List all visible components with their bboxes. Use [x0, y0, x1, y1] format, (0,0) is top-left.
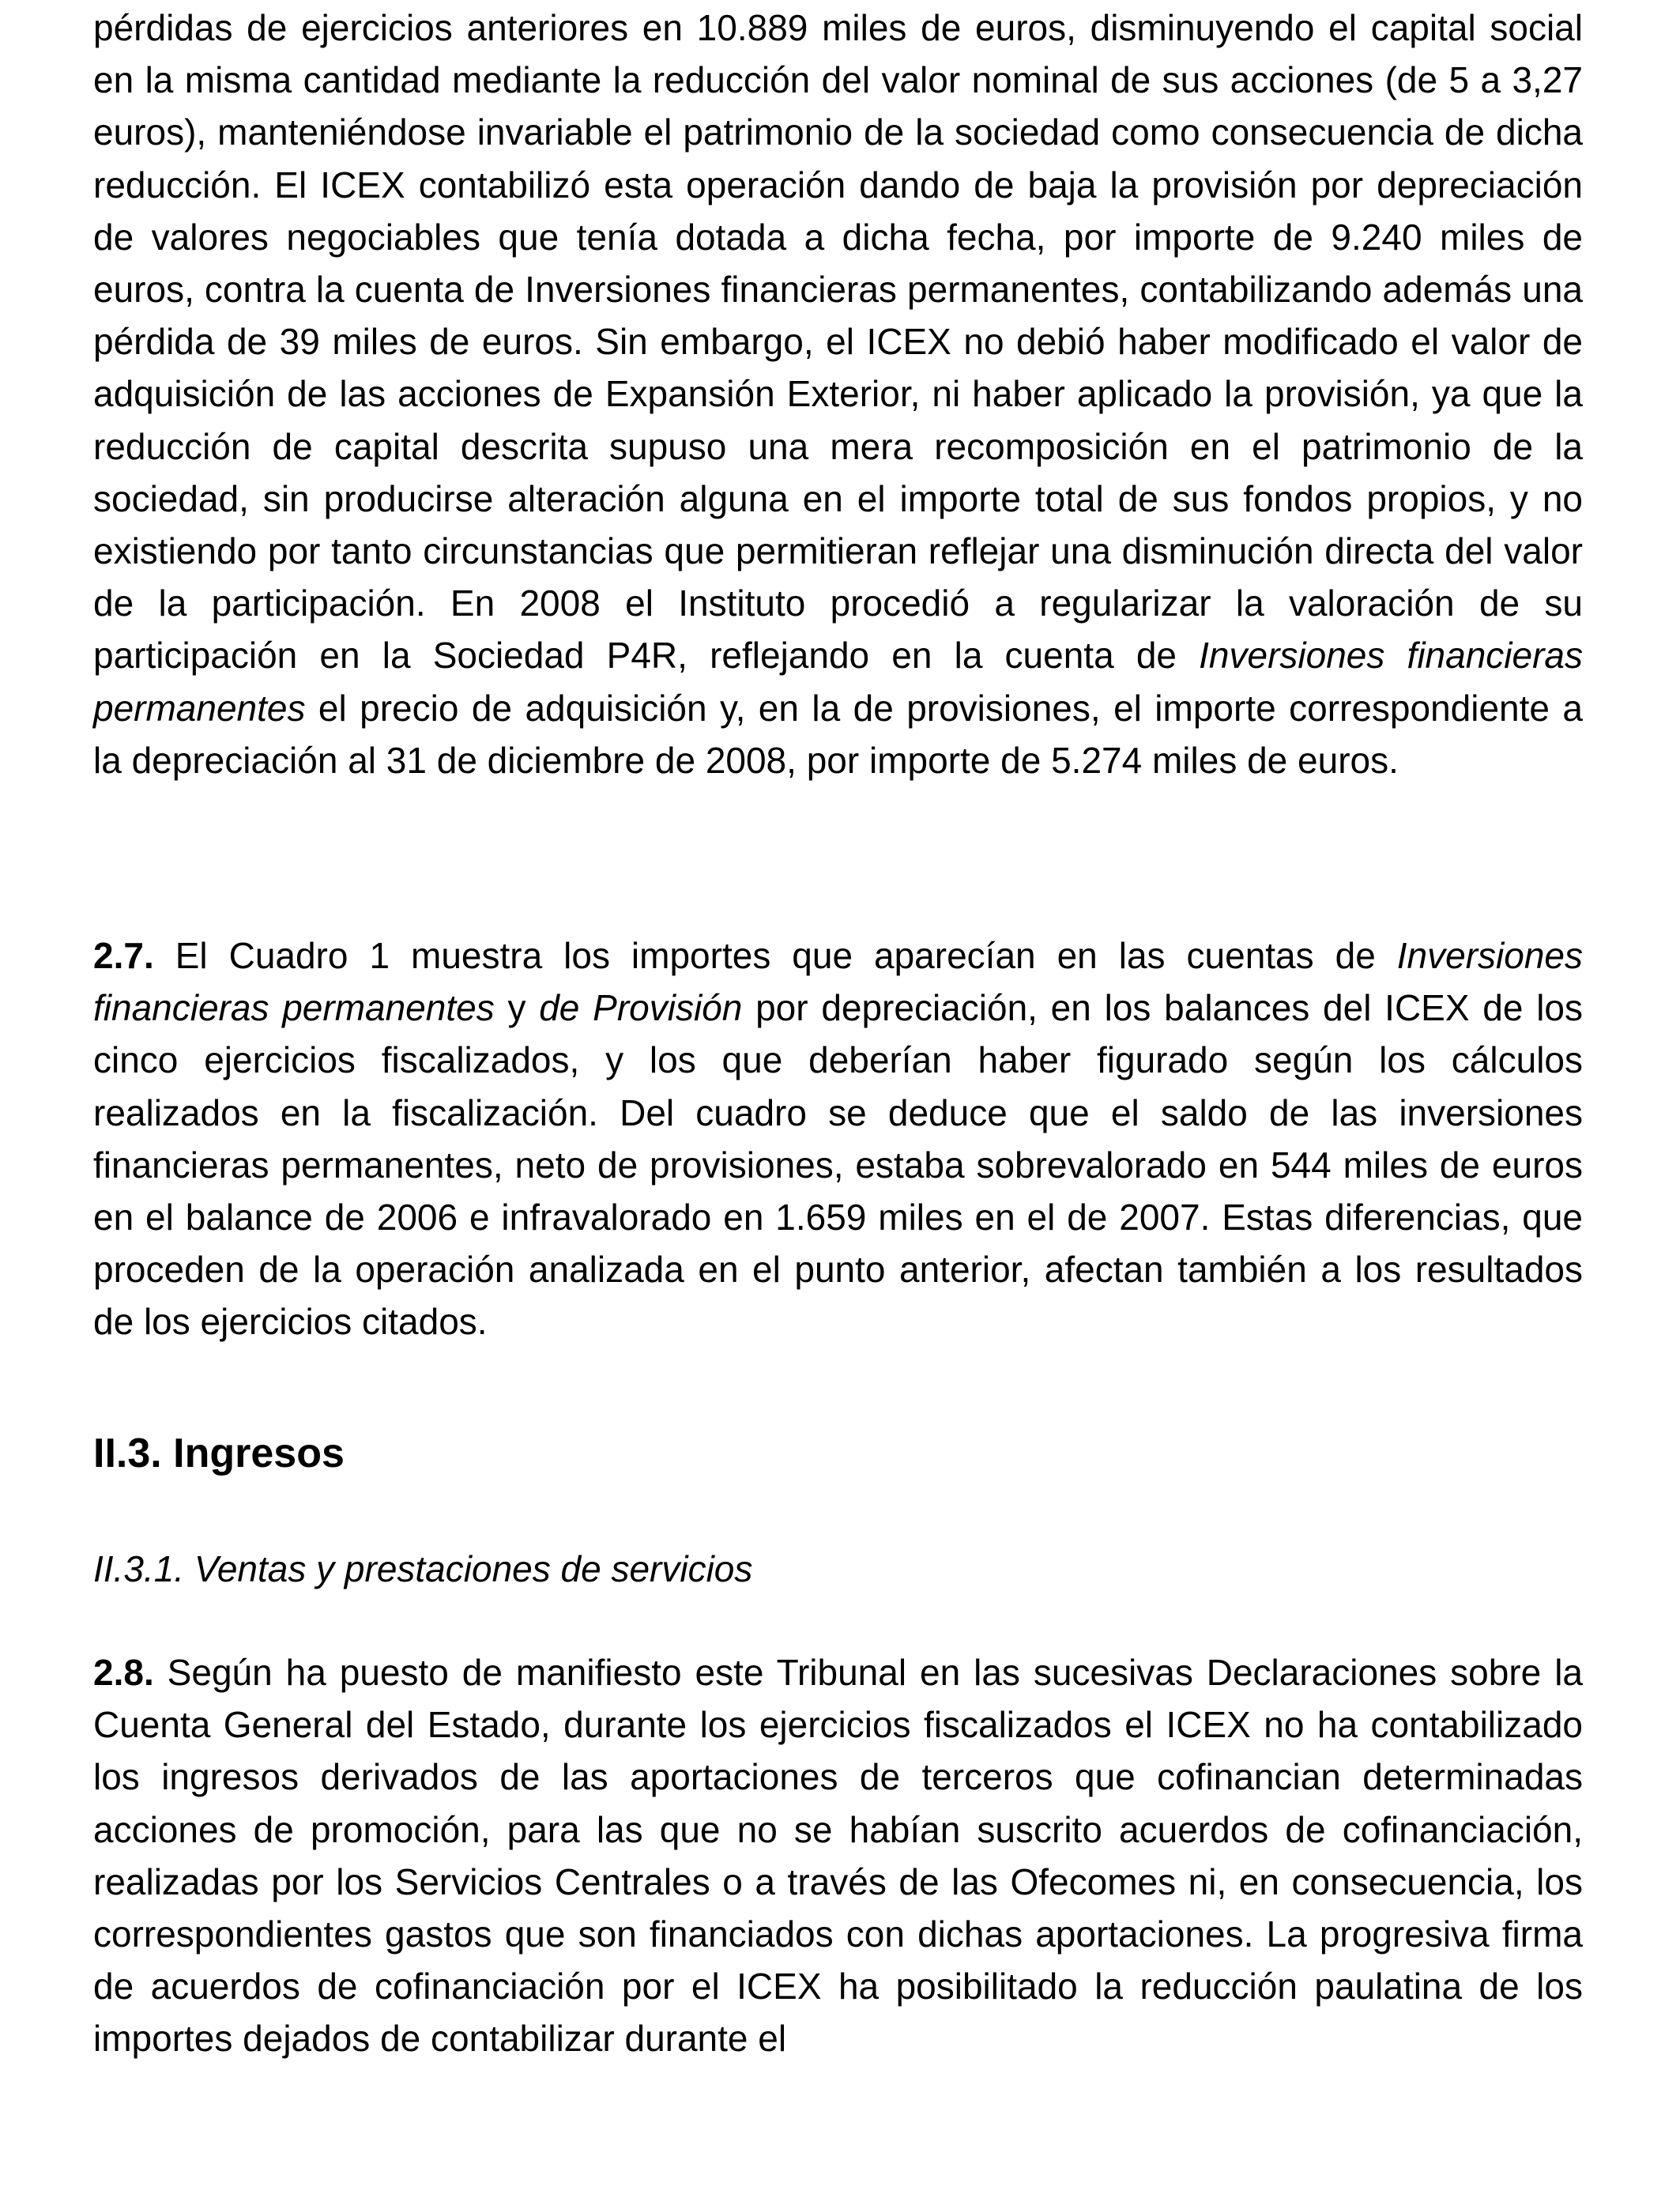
text-run: y	[494, 987, 540, 1029]
paragraph-continuation	[93, 2, 1583, 786]
text-run: El Cuadro 1 muestra los importes que aparecían en las cuentas de	[153, 935, 1397, 976]
paragraph-2-8	[93, 1646, 1583, 2065]
section-heading: II.3. Ingresos	[93, 1431, 345, 1476]
text-run: por depreciación, en los balances del ICEX de los cinco ejercicios fiscalizados, y los que deberían haber figurado según los cálculos realizados en la fiscalización. Del cuadro se deduce que el saldo de las inversiones financieras permanentes, neto de provisiones, estaba sobrevalorado en 544 miles de euros en el balance de 2006 e infravalorado en 1.659 miles en el de 2007. Estas diferencias, que proceden de la operación analizada en el punto anterior, afectan también a los resultados de los ejercicios citados.	[93, 987, 1584, 1343]
italic-term-inversiones-financieras: Inversiones financieras permanentes	[93, 935, 1583, 1029]
paragraph-number: 2.7.	[93, 935, 154, 976]
text-run: Según ha puesto de manifiesto este Tribunal en las sucesivas Declaraciones sobre la Cuenta General del Estado, durante los ejercicios fiscalizados el ICEX no ha contabilizado los ingresos derivados de las aportaciones de terceros que cofinancian determinadas acciones de promoción, para las que no se habían suscrito acuerdos de cofinanciación, realizadas por los Servicios Centrales o a través de las Ofecomes ni, en consecuencia, los correspondientes gastos que son financiados con dichas aportaciones. La progresiva firma de acuerdos de cofinanciación por el ICEX ha posibilitado la reducción paulatina de los importes dejados de contabilizar durante el	[93, 1652, 1583, 2060]
paragraph-2-7	[93, 929, 1583, 1348]
italic-term-de-provision: de Provisión	[539, 987, 743, 1029]
italic-term-inversiones-financieras: Inversiones financieras permanentes	[93, 635, 1583, 729]
text-run: pérdidas de ejercicios anteriores en 10.889 miles de euros, disminuyendo el capital social en la misma cantidad mediante la reducción del valor nominal de sus acciones (de 5 a 3,27 euros), manteniéndose invariable el patrimonio de la sociedad como consecuencia de dicha reducción. El ICEX contabilizó esta operación dando de baja la provisión por depreciación de valores negociables que tenía dotada a dicha fecha, por importe de 9.240 miles de euros, contra la cuenta de Inversiones financieras permanentes, contabilizando además una pérdida de 39 miles de euros. Sin embargo, el ICEX no debió haber modificado el valor de adquisición de las acciones de Expansión Exterior, ni haber aplicado la provisión, ya que la reducción de capital descrita supuso una mera recomposición en el patrimonio de la sociedad, sin producirse alteración alguna en el importe total de sus fondos propios, y no existiendo por tanto circunstancias que permitieran reflejar una disminución directa del valor de la participación. En 2008 el Instituto procedió a regularizar la valoración de su participación en la Sociedad P4R, reflejando en la cuenta de	[93, 7, 1583, 677]
subsection-heading: II.3.1. Ventas y prestaciones de servicios	[93, 1548, 753, 1589]
paragraph-number: 2.8.	[93, 1652, 154, 1693]
text-run: el precio de adquisición y, en la de provisiones, el importe correspondiente a la depreciación al 31 de diciembre de 2008, por importe de 5.274 miles de euros.	[93, 687, 1583, 781]
